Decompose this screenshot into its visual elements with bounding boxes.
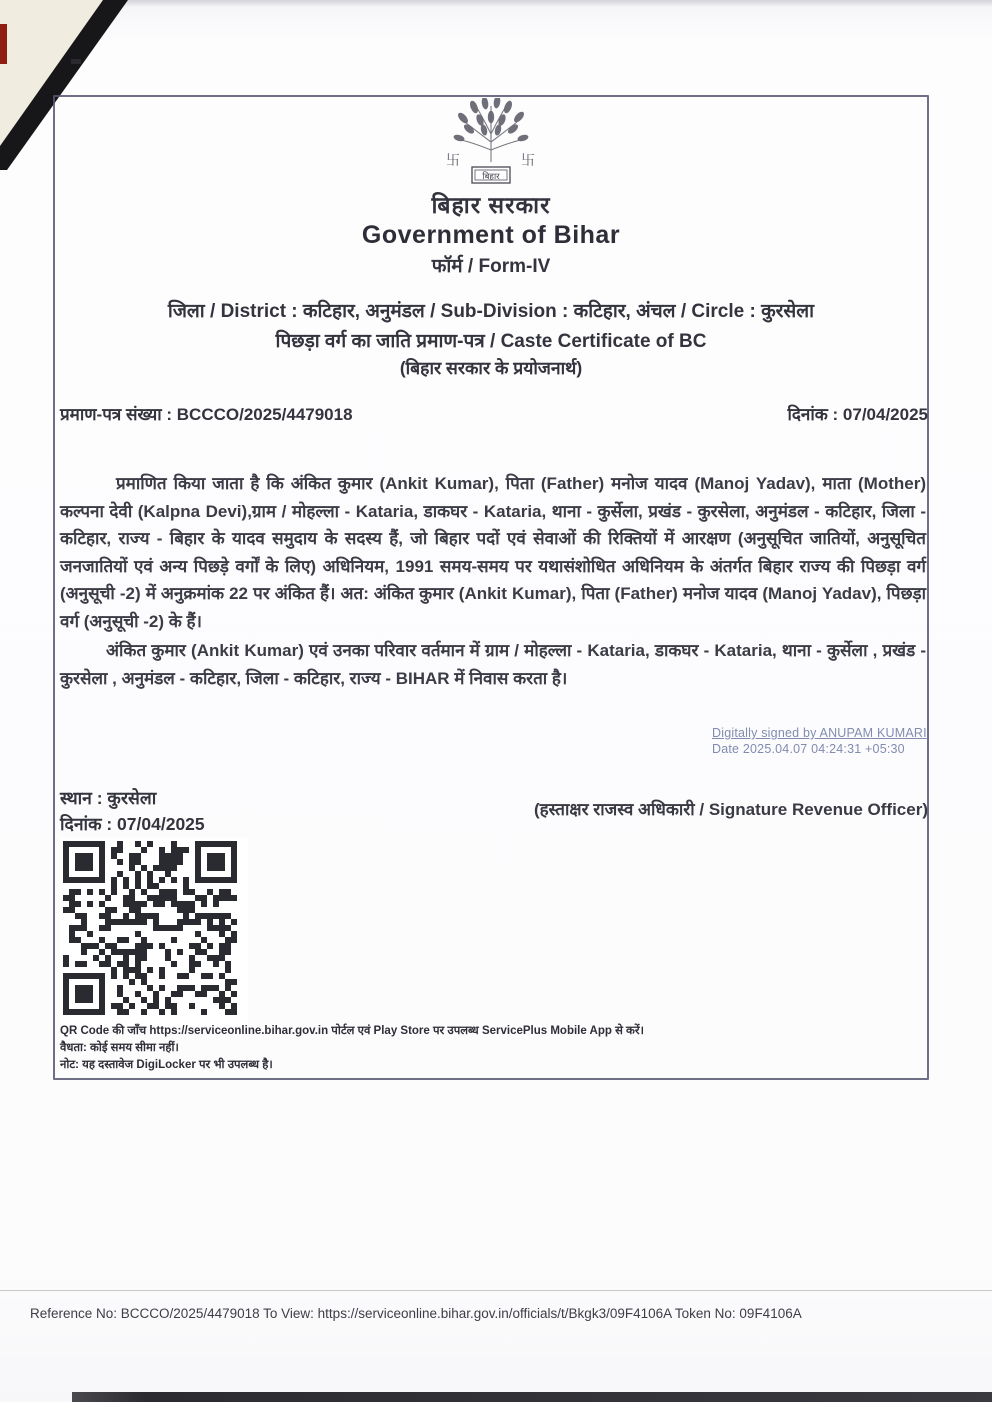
issue-date: दिनांक : 07/04/2025 [787,405,928,424]
certificate-meta-row [60,402,928,425]
form-number: फॉर्म / Form-IV [431,256,551,277]
svg-text:卐: 卐 [521,152,535,168]
bihar-government-emblem-icon [441,98,541,188]
swastika-icon [446,152,460,168]
swastika-icon [521,152,535,168]
emblem-plaque-text: बिहार [482,171,500,181]
place-date-block [60,785,205,837]
certificate-body-paragraph-2: अंकित कुमार (Ankit Kumar) एवं उनका परिवार वर्तमान में ग्राम / मोहल्ला - Kataria, डाकघर - Kataria, थाना - कुर्सेला , प्रखंड - कुरसेला , अनुमंडल - कटिहार, जिला - कटिहार, राज्य - BIHAR में निवास करता है। [60,641,926,688]
org-name-english: Government of Bihar [361,221,621,249]
date-line: दिनांक : 07/04/2025 [60,814,205,834]
purpose-line: (बिहार सरकार के प्रयोजनार्थ) [399,358,583,378]
certificate-body-paragraph-1: प्रमाणित किया जाता है कि अंकित कुमार (Ankit Kumar), पिता (Father) मनोज यादव (Manoj Yadav), माता (Mother) कल्पना देवी (Kalpna Devi),ग्राम / मोहल्ला - Kataria, डाकघर - Kataria, थाना - कुर्सेला, प्रखंड - कुरसेला, अनुमंडल - कटिहार, जिला - कटिहार, राज्य - बिहार के यादव समुदाय के सदस्य हैं, जो बिहार पदों एवं सेवाओं की रिक्तियों में आरक्षण (अनुसूचित जातियों, अनुसूचित जनजातियों एवं अन्य पिछड़े वर्गों के लिए) अधिनियम, 1991 समय-समय पर यथासंशोधित अधिनियम के अंतर्गत बिहार राज्य की पिछड़ा वर्ग (अनुसूची -2) में अनुक्रमांक 22 पर अंकित हैं। अत: अंकित कुमार (Ankit Kumar), पिता (Father) मनोज यादव (Manoj Yadav), पिछड़ा वर्ग (अनुसूची -2) के हैं। [60,474,926,631]
digital-signature-date: Date 2025.04.07 04:24:31 +05:30 [712,742,905,756]
certificate-number: प्रमाण-पत्र संख्या : BCCCO/2025/4479018 [60,405,353,424]
revenue-officer-signature-label: (हस्ताक्षर राजस्व अधिकारी / Signature Revenue Officer) [533,800,928,819]
qr-code [60,838,248,1026]
footer-notes [60,1023,920,1074]
scan-red-mark [0,24,7,64]
scan-page-edge-line [0,1290,992,1291]
svg-text:卐: 卐 [446,152,460,168]
reference-line: Reference No: BCCCO/2025/4479018 To View: https://serviceonline.bihar.gov.in/officials/t/Bkgk3/09F4106A Token No: 09F4106A [30,1306,802,1321]
validity-note: वैधता: कोई समय सीमा नहीं। [60,1042,179,1054]
digital-signature-signer: Digitally signed by ANUPAM KUMARI [712,726,927,740]
district-subdivision-circle-line: जिला / District : कटिहार, अनुमंडल / Sub-Division : कटिहार, अंचल / Circle : कुरसेला [167,301,815,322]
digilocker-note: नोट: यह दस्तावेज DigiLocker पर भी उपलब्ध है। [60,1059,273,1071]
place-line: स्थान : कुरसेला [60,788,157,808]
org-name-hindi: बिहार सरकार [431,192,551,218]
qr-verification-note: QR Code की जाँच https://serviceonline.bihar.gov.in पोर्टल एवं Play Store पर उपलब्ध ServicePlus Mobile App से करें। [60,1025,644,1037]
digital-signature-block [712,725,927,757]
scan-bottom-edge [72,1392,992,1402]
certificate-title: पिछड़ा वर्ग का जाति प्रमाण-पत्र / Caste Certificate of BC [275,331,707,352]
